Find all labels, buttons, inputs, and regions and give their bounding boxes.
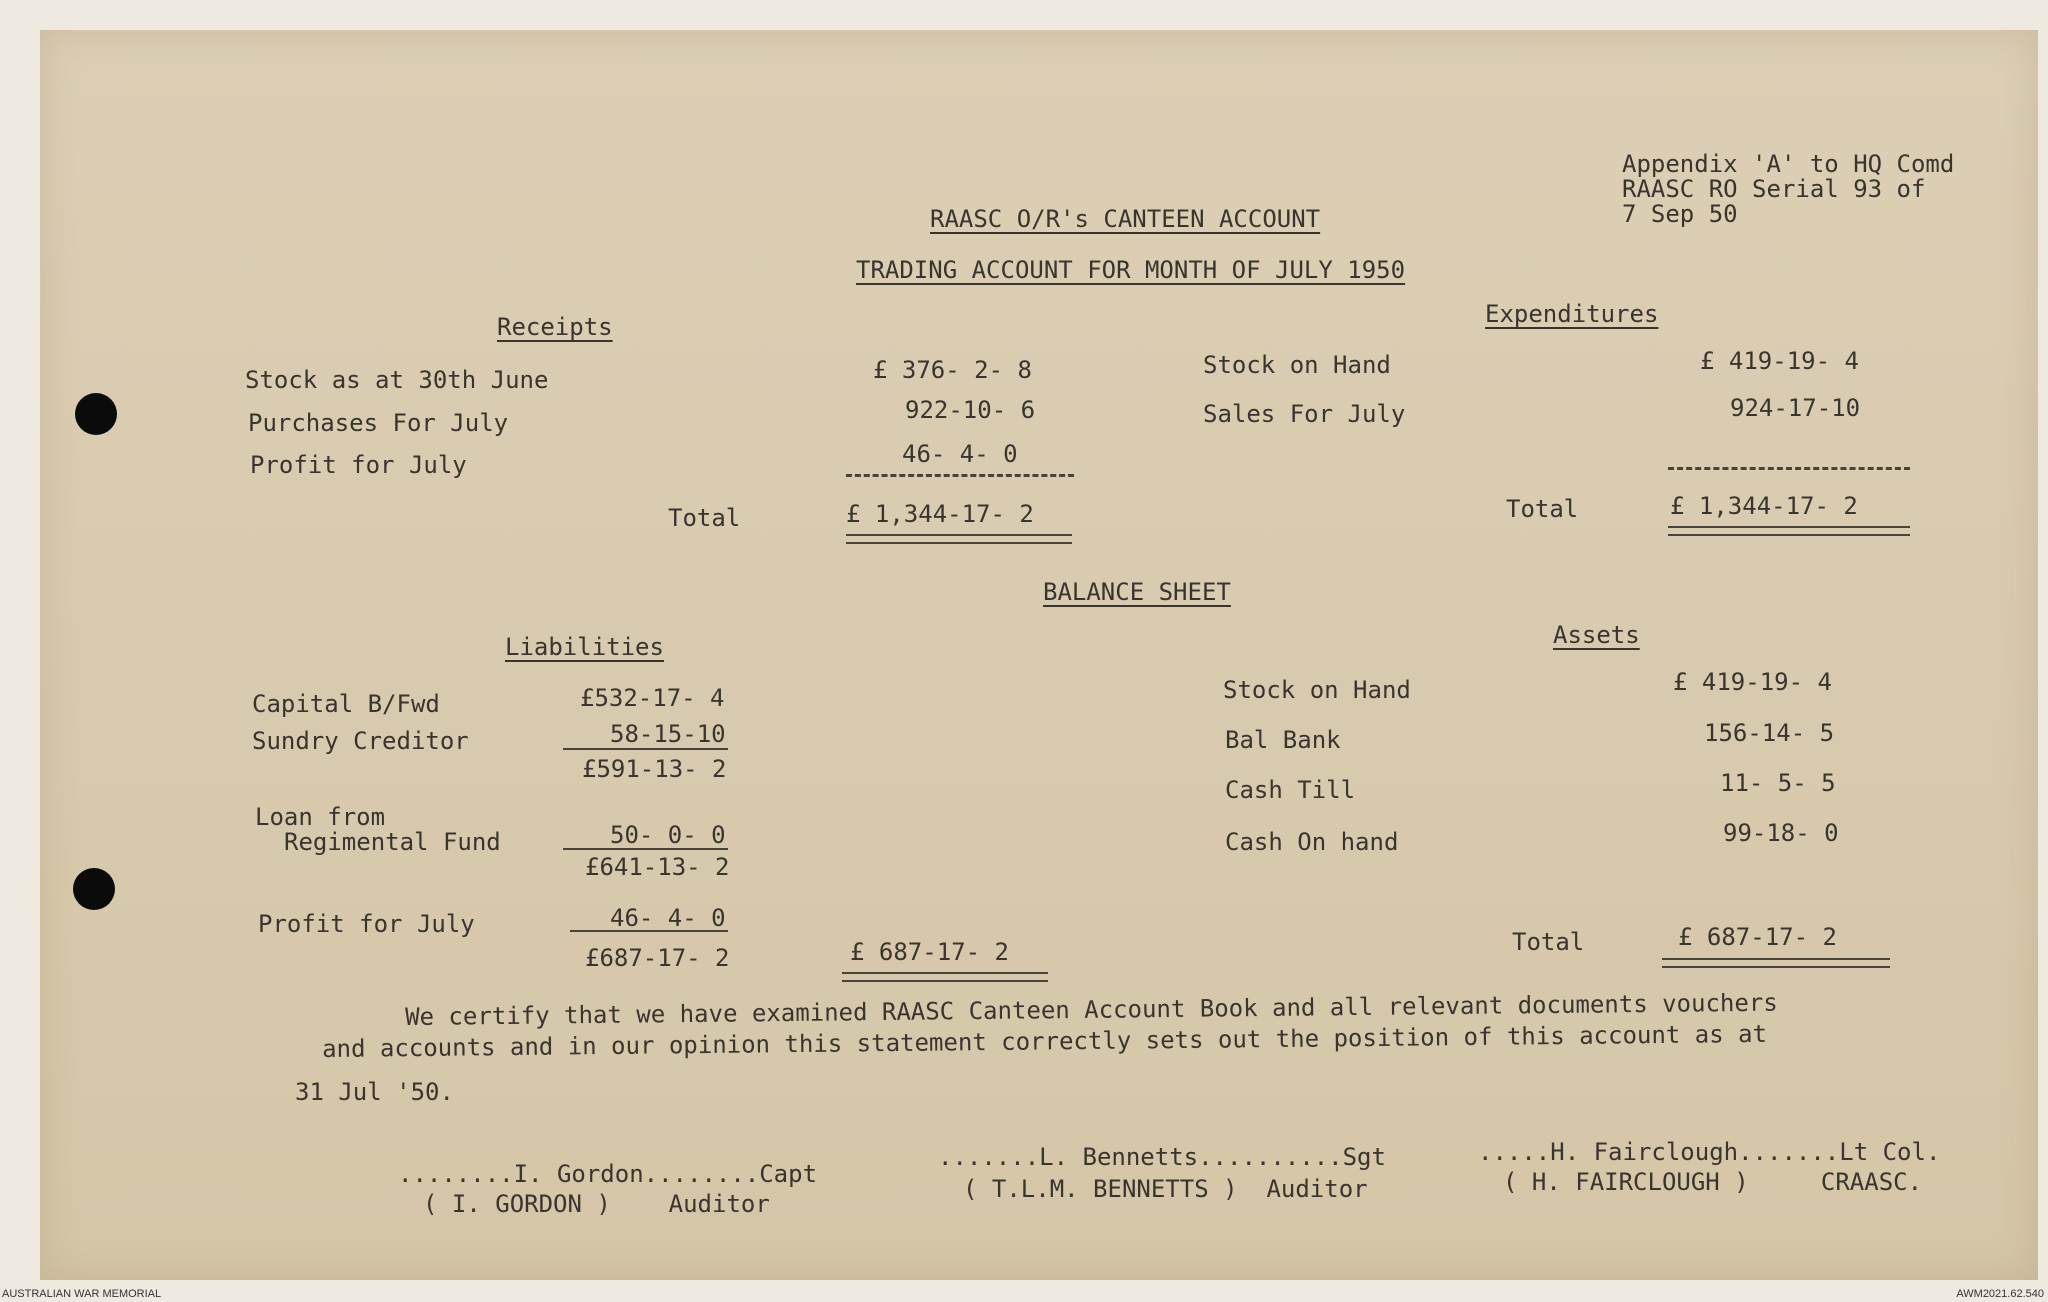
certification-line-1: We certify that we have examined RAASC Canteen Account Book and all relevant documents vouchers bbox=[404, 988, 1778, 1031]
expenditures-heading: Expenditures bbox=[1485, 300, 1659, 328]
expenditure-amount: £ 419-19- 4 bbox=[1700, 347, 1859, 375]
assets-total-label: Total bbox=[1512, 928, 1585, 956]
appendix-line-2: RAASC RO Serial 93 of bbox=[1622, 175, 1926, 203]
profit-label: Profit for July bbox=[258, 910, 475, 938]
creditor-amount: 58-15-10 bbox=[610, 720, 726, 748]
signature-fairclough-role: CRAASC. bbox=[1820, 1168, 1923, 1196]
footer-source: AUSTRALIAN WAR MEMORIAL bbox=[2, 1288, 162, 1300]
punch-hole-top bbox=[75, 393, 117, 435]
loan-amount: 50- 0- 0 bbox=[610, 821, 726, 849]
creditor-rule bbox=[563, 748, 728, 750]
asset-amount: 156-14- 5 bbox=[1704, 719, 1835, 747]
receipts-total-amount: £ 1,344-17- 2 bbox=[846, 500, 1034, 528]
receipt-label: Profit for July bbox=[250, 451, 467, 479]
signature-bennetts-role: Auditor bbox=[1266, 1175, 1368, 1203]
signature-fairclough-typed: ( H. FAIRCLOUGH ) CRAASC. bbox=[1503, 1168, 1923, 1196]
signature-bennetts-line: .......L. Bennetts..........Sgt bbox=[938, 1143, 1386, 1171]
liabilities-subtotal-2: £641-13- 2 bbox=[585, 853, 730, 881]
liabilities-subtotal-1: £591-13- 2 bbox=[582, 755, 727, 783]
liabilities-subtotal-3: £687-17- 2 bbox=[585, 944, 730, 972]
profit-rule bbox=[570, 930, 728, 932]
liabilities-heading: Liabilities bbox=[505, 633, 664, 661]
footer-accession-id: AWM2021.62.540 bbox=[1956, 1288, 2044, 1300]
capital-amount: £532-17- 4 bbox=[580, 684, 725, 712]
punch-hole-bottom bbox=[73, 868, 115, 910]
assets-total-double-rule bbox=[1662, 958, 1890, 968]
asset-label: Stock on Hand bbox=[1223, 676, 1411, 704]
loan-label-line-1: Loan from bbox=[255, 803, 386, 831]
asset-amount: £ 419-19- 4 bbox=[1673, 668, 1832, 696]
expenditure-amount: 924-17-10 bbox=[1730, 394, 1861, 422]
loan-label-line-2: Regimental Fund bbox=[284, 828, 501, 856]
assets-total-amount: £ 687-17- 2 bbox=[1678, 923, 1837, 951]
expenditure-label: Sales For July bbox=[1203, 400, 1406, 428]
loan-rule bbox=[563, 848, 728, 850]
document-title: RAASC O/R's CANTEEN ACCOUNT bbox=[930, 205, 1321, 233]
receipt-amount: 922-10- 6 bbox=[905, 396, 1036, 424]
receipts-total-double-rule bbox=[846, 534, 1072, 544]
asset-label: Cash Till bbox=[1225, 776, 1356, 804]
assets-heading: Assets bbox=[1553, 621, 1640, 649]
liabilities-total-double-rule bbox=[842, 972, 1048, 982]
asset-amount: 99-18- 0 bbox=[1723, 819, 1839, 847]
capital-label: Capital B/Fwd bbox=[252, 690, 440, 718]
receipt-amount: 46- 4- 0 bbox=[902, 440, 1018, 468]
receipt-label: Purchases For July bbox=[248, 409, 509, 437]
document-subtitle: TRADING ACCOUNT FOR MONTH OF JULY 1950 bbox=[856, 256, 1406, 284]
signature-gordon-line: ........I. Gordon........Capt bbox=[398, 1160, 818, 1188]
receipts-total-label: Total bbox=[668, 504, 741, 532]
liabilities-total: £ 687-17- 2 bbox=[850, 938, 1009, 966]
expenditures-total-double-rule bbox=[1668, 526, 1910, 536]
asset-amount: 11- 5- 5 bbox=[1720, 769, 1836, 797]
certification-line-3: 31 Jul '50. bbox=[295, 1078, 454, 1106]
signature-gordon-rank: Capt bbox=[759, 1160, 818, 1188]
signature-gordon: I. Gordon bbox=[513, 1160, 644, 1188]
expenditures-subtotal-rule bbox=[1668, 467, 1910, 470]
expenditures-total-label: Total bbox=[1506, 495, 1579, 523]
creditor-label: Sundry Creditor bbox=[252, 727, 469, 755]
signature-gordon-typed: ( I. GORDON ) Auditor bbox=[423, 1190, 770, 1218]
receipt-label: Stock as at 30th June bbox=[245, 366, 549, 394]
signature-fairclough: H. Fairclough bbox=[1550, 1138, 1739, 1166]
expenditures-total-amount: £ 1,344-17- 2 bbox=[1670, 492, 1858, 520]
profit-amount: 46- 4- 0 bbox=[610, 904, 726, 932]
receipts-subtotal-rule bbox=[846, 474, 1074, 477]
asset-label: Bal Bank bbox=[1225, 726, 1341, 754]
certification-line-2: and accounts and in our opinion this statement correctly sets out the position of this account as at bbox=[321, 1019, 1768, 1063]
appendix-line-1: Appendix 'A' to HQ Comd bbox=[1622, 150, 1955, 178]
signature-bennetts-rank: Sgt bbox=[1342, 1143, 1386, 1171]
asset-label: Cash On hand bbox=[1225, 828, 1399, 856]
receipt-amount: £ 376- 2- 8 bbox=[873, 356, 1032, 384]
expenditure-label: Stock on Hand bbox=[1203, 351, 1391, 379]
signature-fairclough-line: .....H. Fairclough.......Lt Col. bbox=[1478, 1138, 1941, 1166]
signature-bennetts-typed: ( T.L.M. BENNETTS ) Auditor bbox=[963, 1175, 1368, 1203]
signature-fairclough-rank: Lt Col. bbox=[1839, 1138, 1941, 1166]
receipts-heading: Receipts bbox=[497, 313, 613, 341]
balance-sheet-heading: BALANCE SHEET bbox=[1043, 578, 1231, 606]
appendix-line-3: 7 Sep 50 bbox=[1622, 200, 1738, 228]
signature-bennetts: L. Bennetts bbox=[1039, 1143, 1199, 1171]
signature-gordon-role: Auditor bbox=[668, 1190, 770, 1218]
